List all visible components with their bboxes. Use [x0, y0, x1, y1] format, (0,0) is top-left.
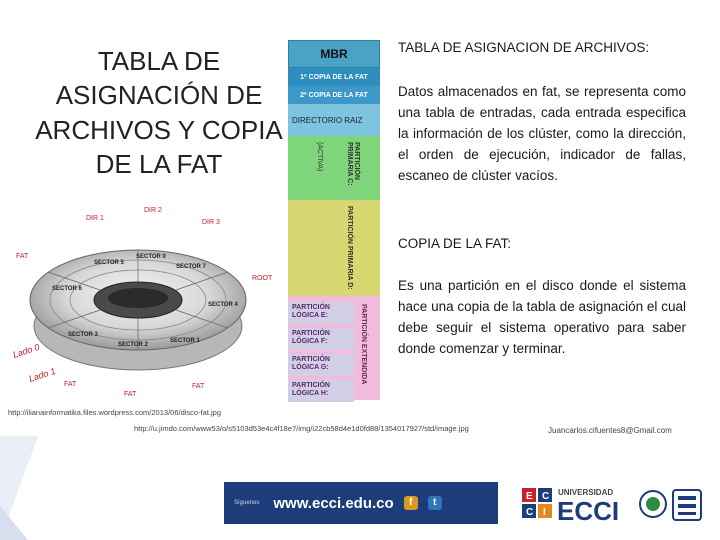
- extended-partition-block: [288, 296, 380, 400]
- logical-partition-e: PARTICIÓN LÓGICA E:: [288, 302, 354, 324]
- dir2-label: DIR 2: [144, 207, 162, 214]
- ecci-cell: I: [543, 507, 546, 518]
- ecci-cell: C: [526, 507, 534, 518]
- dir1-label: DIR 1: [86, 215, 104, 222]
- image-source-caption-2: http://u.jimdo.com/www53/o/s5103d53e4c4f18e7/img/i22cb58d4e1d0fd88/1354017927/std/image.jpg: [134, 424, 469, 433]
- paragraph-fat-table: Datos almacenados en fat, se representa como una tabla de entradas, cada entrada especifica la información de los clúster, como la dirección, el orden de ejecución, indicador de fallas, escaneo de clúster vacíos.: [398, 84, 686, 183]
- ecci-blocks: [522, 486, 632, 526]
- mbr-block: [288, 40, 380, 68]
- follow-us-label: Síguenos: [234, 500, 260, 506]
- sector-label: SECTOR 1: [170, 338, 200, 344]
- facebook-icon[interactable]: f: [404, 496, 418, 510]
- corner-decoration: [0, 436, 38, 540]
- accreditation-badges: [637, 486, 703, 531]
- sector-label: SECTOR 7: [176, 264, 206, 270]
- mbr-label: MBR: [320, 47, 348, 61]
- disk-diagram: [8, 200, 280, 400]
- primary-partition-c-block: [288, 136, 380, 200]
- logical-partition-f: PARTICIÓN LÓGICA F:: [288, 328, 354, 350]
- heading-fat-table: TABLA DE ASIGNACION DE ARCHIVOS:: [398, 40, 650, 55]
- extended-label: PARTICIÓN EXTENDIDA: [360, 304, 367, 385]
- root-label: ROOT: [252, 275, 273, 282]
- ecci-cell: E: [526, 491, 533, 502]
- primary-partition-d-block: [288, 200, 380, 296]
- logical-partition-g: PARTICIÓN LÓGICA G:: [288, 354, 354, 376]
- twitter-icon[interactable]: t: [428, 496, 442, 510]
- lado0-label: Lado 0: [11, 341, 41, 360]
- sector-label: SECTOR 2: [118, 342, 148, 348]
- sector-label: SECTOR 6: [52, 286, 82, 292]
- paragraph-fat-copy: Es una partición en el disco donde el sistema hace una copia de la tabla de asignación el cual debe seguir el sistema operativo para saber donde comenzar y terminar.: [398, 278, 686, 356]
- lado1-label: Lado 1: [27, 365, 57, 384]
- root-directory-label: DIRECTORIO RAIZ: [292, 116, 363, 125]
- primary-c-label: PARTICIÓN PRIMARIA C:: [346, 142, 360, 186]
- primary-d-label: PARTICIÓN PRIMARIA D:: [346, 206, 353, 290]
- root-directory-block: [288, 104, 380, 136]
- heading-fat-copy: COPIA DE LA FAT:: [398, 236, 512, 251]
- active-label: (ACTIVA): [316, 142, 323, 172]
- fat-bottom-right-label: FAT: [192, 383, 205, 390]
- image-source-caption-1: http://ilianainformatika.files.wordpress.com/2013/06/disco-fat.jpg: [8, 408, 222, 417]
- university-logo: [522, 486, 632, 531]
- sector-label: SECTOR 0: [136, 254, 166, 260]
- website-link[interactable]: www.ecci.edu.co: [273, 494, 394, 512]
- ecci-cell: C: [542, 491, 550, 502]
- sector-label: SECTOR 5: [94, 260, 124, 266]
- logical-partition-h: PARTICIÓN LÓGICA H:: [288, 380, 354, 402]
- fat-copy-2-block: [288, 86, 380, 104]
- footer-banner: [224, 482, 498, 524]
- sector-label: SECTOR 3: [68, 332, 98, 338]
- partition-diagram: [288, 40, 380, 400]
- university-word: UNIVERSIDAD: [558, 488, 614, 497]
- university-name: ECCI: [557, 496, 620, 526]
- fat-bottom-left-label: FAT: [64, 381, 77, 388]
- fat-bottom-center-label: FAT: [124, 391, 137, 398]
- author-email: Juancarlos.cifuentes8@Gmail.com: [548, 426, 672, 435]
- fat-copy-2-label: 2ª COPIA DE LA FAT: [300, 91, 368, 99]
- slide-title: TABLA DE ASIGNACIÓN DE ARCHIVOS Y COPIA DE LA FAT: [35, 46, 283, 179]
- dir3-label: DIR 3: [202, 219, 220, 226]
- fat-top-label: FAT: [16, 253, 29, 260]
- sector-label: SECTOR 4: [208, 302, 238, 308]
- fat-copy-1-block: [288, 68, 380, 86]
- fat-copy-1-label: 1ª COPIA DE LA FAT: [300, 73, 368, 81]
